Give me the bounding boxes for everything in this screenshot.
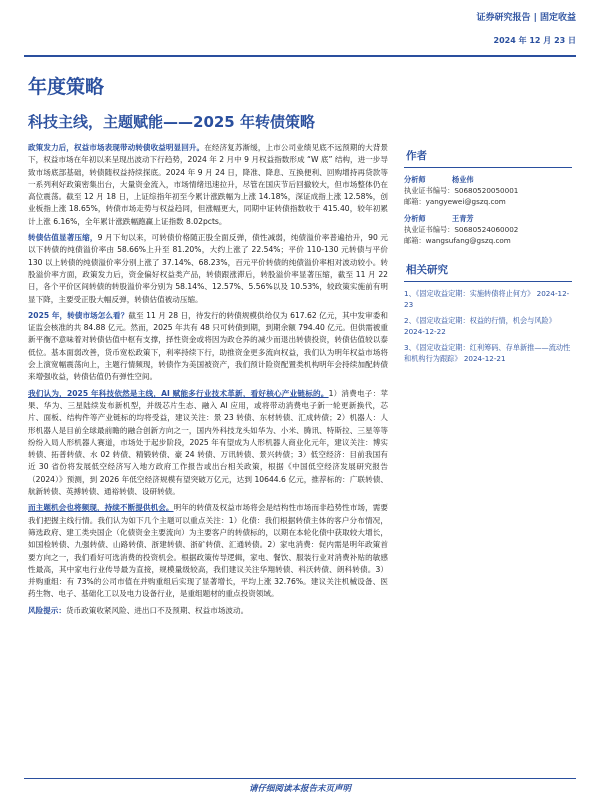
paragraph-text: 在经济复苏渐缓，上市公司业绩见底不远预期的大背景下，权益市场在年初以来呈现出波动下行趋势，2024 年 2 月中 9 月权益指数形成 “W 底” 结构，进一步导致市场底部基础，转债随权益持续探底。2024 年 9 月 24 日，降准、降息、互换便利、回购增持再贷款等一系列利好政策密集出台，大量资金流入，市场情绪迅速拉升，尽管在国庆节后回撤较大，但市场整体仍在高位震荡。截至 12 月 18 日，上证综指年初至今累计涨跌幅为上涨 14.18%，深证成指上涨 12.58%，创业板指上涨 18.65%，转债市场走势与权益趋同，但涨幅更大，同期中证转债指数收于 415.40，较年初累计上涨 6.16%，全年累计涨跌幅跑赢上证指数 8.02pcts。 bbox=[28, 143, 388, 226]
report-type: 年度策略 bbox=[28, 76, 105, 98]
related-research-item[interactable] bbox=[404, 342, 572, 364]
paragraph-lead: 政策发力后，权益市场表现带动转债收益明显回升。 bbox=[28, 143, 205, 152]
analyst-role: 分析师 bbox=[404, 175, 426, 184]
paragraph-market-review bbox=[28, 142, 388, 228]
related-research-heading: 相关研究 bbox=[404, 256, 572, 282]
paragraph-outlook bbox=[28, 310, 388, 384]
analyst-card bbox=[404, 174, 572, 207]
paragraph-text: 截至 11 月 28 日，待发行的转债规模供给仅为 617.62 亿元，其中发审委和证监会核准的共 84.88 亿元。然而，2025 年共有 48 只可转债到期，到期余额 794.40 亿元。但供需被重新平衡不意味着对转债估值中枢有支撑，择性资金或将因为政仓养的减少而退出转债投资，转债估值较以泰低位。基本面弱改善，货币宽松政策下，利率持续下行，助推资金更多流向权益，我们认为明年权益市场将会上演宽幅震荡向上，主题行情频现，转债作为美国被资产，我们预计险资配置类机构明年会持续加配转债来增强收益，转债估值仍有弹性空间。 bbox=[28, 310, 388, 382]
cert-number: S0680524060002 bbox=[454, 225, 519, 234]
related-research-item[interactable] bbox=[404, 288, 572, 310]
paragraph-lead: 2025 年，转债市场怎么看？ bbox=[28, 310, 129, 320]
paragraph-themes bbox=[28, 502, 388, 600]
related-title: 3、《固定收益定期：红利筹码、存单新推——流动性和机构行为跟踪》 bbox=[404, 343, 571, 363]
header-divider bbox=[24, 55, 576, 57]
paragraph-text: 明年的转债及权益市场将会是结构性市场而非趋势性市场，需要我们把握主线行情。我们认为如下几个主题可以重点关注：1）化债：我们根据转债主体的客户分布情况，筛选政府、建工类央国企（化债资金主要流向）为主要客户的转债标的，以期在本轮化债中获取较大增长，如国检转债、九强转债、山路转债、浙建转债、浙矿转债、汇通转债。2）家电消费：促内需是明年政策首要方向之一，我们看好可选消费的投资机会。根据政策传导逻辑，家电、餐饮、服装行业对消费补贴的敏感性最高，其中家电行业传导最为直接，规模量级较高，我们建议关注华翔转债、科沃转债、朗科转债。3）并购重组：有 73%的公司市值在并购重组后实现了显著增长，平均上涨 32.76%。建议关注机械设备、医药生物、电子、基础化工以及电力设备行业，是重组题材的重点投资领域。 bbox=[28, 503, 389, 599]
paragraph-text: 1）消费电子：苹果、华为、三星陆续发布新机型，并级芯片生态、融入 AI 应用，或将带动消费电子新一轮更新换代，芯片、面板、结构件等产业链标的均将受益，建议关注：景 23 转债、东材转债、汇成转债；2）机器人：人形机器人是目前全球最前瞻的融合创新方向之一，国内外科技龙头如华为、小米、腾讯、特斯拉、三星等等纷纷入局人形机器人赛道，市场处于起步阶段，2025 年有望成为人形机器人商业化元年，建议关注：博实转债、拓普转债、水 02 转债、精锻转债、豪 24 转债、万讯转债、景兴转债；3）低空经济：目前我国有近 30 省份将发展低空经济写入地方政府工作报告或出台相关政策，根据《中国低空经济发展研究报告（2024）》预测，到 2026 年低空经济规模有望突破万亿元，达到 10644.6 亿元，推荐标的：广联转债、航新转债、英搏转债、通裕转债、设研转债。 bbox=[28, 388, 388, 497]
paragraph-valuation bbox=[28, 232, 388, 306]
paragraph-lead: 转债估值显著压缩， bbox=[28, 233, 98, 243]
footer-divider bbox=[24, 778, 576, 779]
analyst-name: 杨业伟 bbox=[452, 175, 474, 184]
cert-label: 执业证书编号： bbox=[404, 186, 455, 195]
related-title: 2、《固定收益定期：权益的行情，机会与风险》 bbox=[404, 316, 556, 325]
report-category: 证券研究报告 | 固定收益 bbox=[476, 13, 576, 23]
sidebar bbox=[404, 142, 572, 369]
paragraph-tech-theme bbox=[28, 388, 388, 499]
analyst-name: 王青芳 bbox=[452, 214, 474, 223]
analyst-card bbox=[404, 213, 572, 246]
analyst-email[interactable]: yangyewei@gszq.com bbox=[425, 197, 506, 206]
report-headline: 科技主线，主题赋能——2025 年转债策略 bbox=[28, 113, 315, 131]
cert-number: S0680520050001 bbox=[454, 186, 519, 195]
related-title: 1、《固定收益定期：实施转债将止何方》 bbox=[404, 289, 535, 298]
paragraph-risk bbox=[28, 605, 388, 617]
analyst-role: 分析师 bbox=[404, 214, 426, 223]
email-label: 邮箱： bbox=[404, 197, 426, 206]
paragraph-lead: 而主题机会也将频现，持续不断提供机会。 bbox=[28, 503, 174, 513]
authors-heading: 作者 bbox=[404, 142, 572, 168]
email-label: 邮箱： bbox=[404, 236, 426, 245]
analyst-email[interactable]: wangsufang@gszq.com bbox=[425, 236, 511, 245]
paragraph-text: 9 月下旬以来，可转债价格随正股全面反弹，债性减弱，纯债溢价率普遍抬升，90 元以下转债的纯债溢价率由 58.66%上升至 81.20%，大约上涨了 22.54%；平价 110-130 元转债与平价 130 以上转债的纯债溢价率分别上涨了 37.14%、68.23%，百元平价转债的纯债溢价率相对波动较小。转股溢价率方面，政策发力后，资金偏好权益类产品，转债跟涨滞后，转股溢价率显著压缩，截至 11 月 22 日，各个平价区间转债的转股溢价率分别为 58.14%、12.57%、5.56%以及 10.53%，较政策实施前有明显下降，主要受正股大幅反弹，转债估值被动压缩。 bbox=[28, 233, 388, 304]
cert-label: 执业证书编号： bbox=[404, 225, 455, 234]
related-research-item[interactable] bbox=[404, 315, 572, 337]
footer-disclaimer: 请仔细阅读本报告末页声明 bbox=[248, 784, 351, 794]
report-header bbox=[476, 10, 576, 46]
report-body bbox=[28, 142, 388, 621]
related-date: 2024-12-22 bbox=[404, 327, 446, 336]
risk-text: 货币政策收紧风险、进出口不及预期、权益市场波动。 bbox=[65, 605, 249, 615]
paragraph-lead: 我们认为，2025 年科技依然是主线，AI 赋能多行业技术革新，看好核心产业链标的。 bbox=[28, 388, 329, 398]
report-date: 2024 年 12 月 23 日 bbox=[493, 36, 576, 45]
related-date: 2024-12-21 bbox=[463, 354, 506, 363]
risk-lead: 风险提示： bbox=[28, 605, 66, 615]
related-date: 2024-12-23 bbox=[404, 289, 570, 309]
